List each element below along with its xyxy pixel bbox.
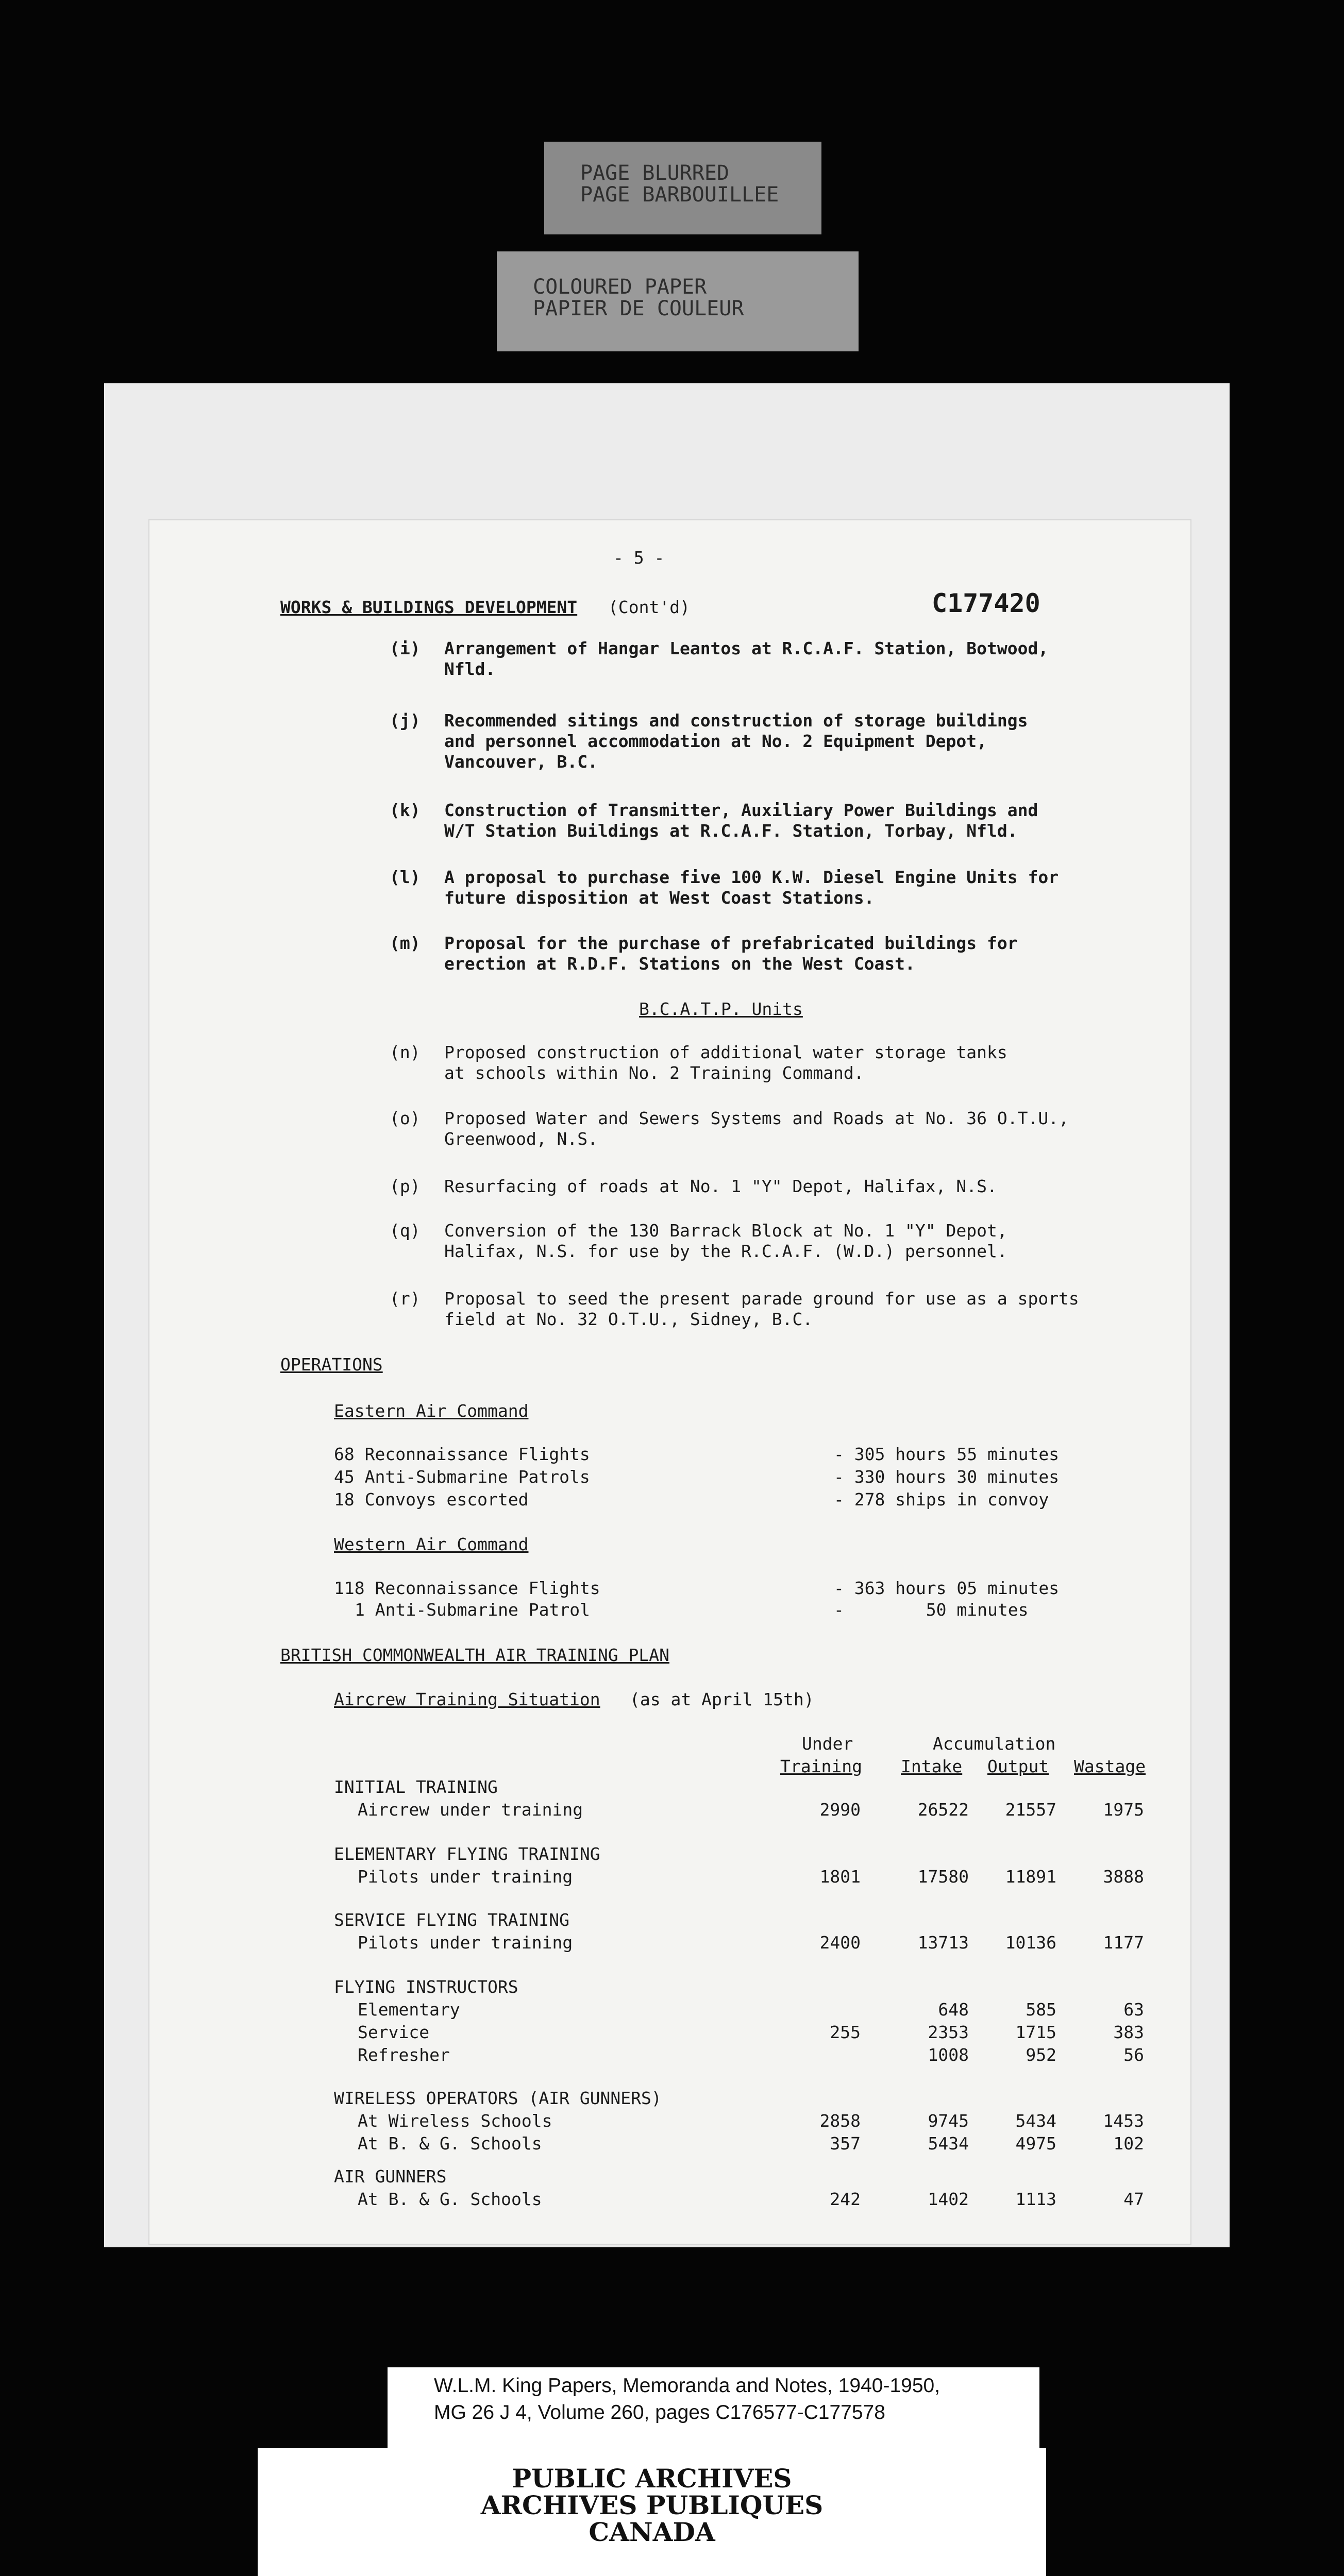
cell-output: 5434 <box>1015 2111 1056 2131</box>
item-label: (m) <box>390 933 421 953</box>
operation-value: - 330 hours 30 minutes <box>834 1467 1060 1487</box>
group-title: WIRELESS OPERATORS (AIR GUNNERS) <box>334 2088 662 2108</box>
row-label: Aircrew under training <box>358 1800 583 1820</box>
western-command-heading: Western Air Command <box>334 1534 529 1554</box>
group-title: INITIAL TRAINING <box>334 1777 498 1797</box>
cell-intake: 17580 <box>917 1867 969 1887</box>
item-text-line: erection at R.D.F. Stations on the West Coast. <box>444 954 915 974</box>
cell-wastage: 63 <box>1123 1999 1144 2020</box>
cell-wastage: 1453 <box>1103 2111 1144 2131</box>
item-text-line: Arrangement of Hangar Leantos at R.C.A.F. Station, Botwood, <box>444 638 1049 658</box>
cell-output: 11891 <box>1005 1867 1056 1887</box>
operation-value: - 50 minutes <box>834 1600 1029 1620</box>
operations-heading: OPERATIONS <box>280 1354 383 1375</box>
item-text-line: at schools within No. 2 Training Command. <box>444 1063 864 1083</box>
stamp-line: PAGE BARBOUILLEE <box>580 183 779 207</box>
page-blurred-stamp <box>544 142 821 234</box>
group-title: ELEMENTARY FLYING TRAINING <box>334 1844 600 1864</box>
row-label: Service <box>358 2022 430 2042</box>
cell-wastage: 56 <box>1123 2045 1144 2065</box>
col-wastage: Wastage <box>1074 1756 1146 1776</box>
item-label: (l) <box>390 867 421 887</box>
col-under: Training <box>780 1756 862 1776</box>
item-text-line: Proposal to seed the present parade ground for use as a sports <box>444 1289 1079 1309</box>
document-page <box>149 520 1190 2244</box>
cell-wastage: 1975 <box>1103 1800 1144 1820</box>
group-title: SERVICE FLYING TRAINING <box>334 1910 569 1930</box>
cell-under: 2990 <box>819 1800 861 1820</box>
band-notch-right <box>1039 2386 1046 2448</box>
item-text-line: W/T Station Buildings at R.C.A.F. Station, Torbay, Nfld. <box>444 821 1018 841</box>
item-text-line: Nfld. <box>444 659 496 679</box>
aircrew-subheading: Aircrew Training Situation <box>334 1689 600 1709</box>
item-text-line: A proposal to purchase five 100 K.W. Diesel Engine Units for <box>444 867 1059 887</box>
archive-line: CANADA <box>589 2517 715 2547</box>
cell-wastage: 102 <box>1113 2133 1144 2154</box>
archive-line: ARCHIVES PUBLIQUES <box>480 2490 824 2520</box>
section-suffix: (Cont'd) <box>608 597 690 617</box>
item-text-line: Recommended sitings and construction of storage buildings <box>444 710 1028 731</box>
band-notch-left <box>258 2386 388 2448</box>
cell-wastage: 3888 <box>1103 1867 1144 1887</box>
bcatp-heading: BRITISH COMMONWEALTH AIR TRAINING PLAN <box>280 1645 669 1665</box>
operation-item: 45 Anti-Submarine Patrols <box>334 1467 590 1487</box>
item-text-line: Conversion of the 130 Barrack Block at No. 1 "Y" Depot, <box>444 1221 1007 1241</box>
stamp-line: PAPIER DE COULEUR <box>533 297 744 320</box>
item-label: (q) <box>390 1221 421 1241</box>
cell-under: 242 <box>830 2189 861 2209</box>
col-accumulation: Accumulation <box>933 1734 1056 1754</box>
cell-output: 4975 <box>1015 2133 1056 2154</box>
row-label: At Wireless Schools <box>358 2111 552 2131</box>
operation-item: 118 Reconnaissance Flights <box>334 1578 600 1598</box>
cell-output: 1715 <box>1015 2022 1056 2042</box>
bcatp-units-heading: B.C.A.T.P. Units <box>639 999 803 1019</box>
cell-output: 10136 <box>1005 1933 1056 1953</box>
row-label: Pilots under training <box>358 1933 573 1953</box>
item-text-line: Proposed Water and Sewers Systems and Roads at No. 36 O.T.U., <box>444 1108 1069 1128</box>
item-text-line: field at No. 32 O.T.U., Sidney, B.C. <box>444 1309 813 1329</box>
item-label: (n) <box>390 1042 421 1062</box>
cell-output: 585 <box>1026 1999 1056 2020</box>
cell-wastage: 383 <box>1113 2022 1144 2042</box>
page-number: - 5 - <box>613 548 665 568</box>
cell-under: 2400 <box>819 1933 861 1953</box>
col-intake: Intake <box>901 1756 963 1776</box>
item-label: (j) <box>390 710 421 731</box>
archive-stamp <box>258 2465 1046 2546</box>
cell-under: 2858 <box>819 2111 861 2131</box>
operation-item: 68 Reconnaissance Flights <box>334 1444 590 1464</box>
cell-intake: 2353 <box>928 2022 969 2042</box>
cell-intake: 26522 <box>917 1800 969 1820</box>
stamp-line: COLOURED PAPER <box>533 275 707 299</box>
item-label: (p) <box>390 1176 421 1196</box>
citation-line: MG 26 J 4, Volume 260, pages C176577-C177578 <box>434 2401 885 2424</box>
item-text-line: Resurfacing of roads at No. 1 "Y" Depot, Halifax, N.S. <box>444 1176 997 1196</box>
cell-wastage: 1177 <box>1103 1933 1144 1953</box>
cell-intake: 648 <box>938 1999 969 2020</box>
item-label: (k) <box>390 800 421 820</box>
operation-item: 18 Convoys escorted <box>334 1489 529 1510</box>
cell-intake: 1008 <box>928 2045 969 2065</box>
cell-intake: 13713 <box>917 1933 969 1953</box>
item-text-line: Halifax, N.S. for use by the R.C.A.F. (W.D.) personnel. <box>444 1241 1007 1261</box>
row-label: Pilots under training <box>358 1867 573 1887</box>
row-label: Elementary <box>358 1999 460 2020</box>
eastern-command-heading: Eastern Air Command <box>334 1401 529 1421</box>
citation-line: W.L.M. King Papers, Memoranda and Notes, 1940-1950, <box>434 2375 940 2397</box>
item-text-line: Proposed construction of additional water storage tanks <box>444 1042 1007 1062</box>
cell-intake: 5434 <box>928 2133 969 2154</box>
row-label: At B. & G. Schools <box>358 2133 542 2154</box>
cell-output: 1113 <box>1015 2189 1056 2209</box>
col-output: Output <box>987 1756 1049 1776</box>
item-label: (i) <box>390 638 421 658</box>
item-label: (r) <box>390 1289 421 1309</box>
operation-value: - 363 hours 05 minutes <box>834 1578 1060 1598</box>
operation-value: - 278 ships in convoy <box>834 1489 1049 1510</box>
item-text-line: Proposal for the purchase of prefabricated buildings for <box>444 933 1018 953</box>
stamp-line: PAGE BLURRED <box>580 161 729 185</box>
item-text-line: Greenwood, N.S. <box>444 1129 598 1149</box>
aircrew-subheading-note: (as at April 15th) <box>630 1689 814 1709</box>
cell-under: 255 <box>830 2022 861 2042</box>
operation-value: - 305 hours 55 minutes <box>834 1444 1060 1464</box>
group-title: AIR GUNNERS <box>334 2166 447 2187</box>
cell-under: 1801 <box>819 1867 861 1887</box>
item-text-line: future disposition at West Coast Stations. <box>444 888 875 908</box>
cell-intake: 1402 <box>928 2189 969 2209</box>
col-under-top: Under <box>802 1734 853 1754</box>
cell-output: 952 <box>1026 2045 1056 2065</box>
item-label: (o) <box>390 1108 421 1128</box>
group-title: FLYING INSTRUCTORS <box>334 1977 518 1997</box>
document-number: C177420 <box>932 588 1040 618</box>
archive-line: PUBLIC ARCHIVES <box>512 2463 792 2494</box>
item-text-line: Construction of Transmitter, Auxiliary Power Buildings and <box>444 800 1038 820</box>
item-text-line: and personnel accommodation at No. 2 Equipment Depot, <box>444 731 987 751</box>
item-text-line: Vancouver, B.C. <box>444 752 598 772</box>
cell-wastage: 47 <box>1123 2189 1144 2209</box>
operation-item: 1 Anti-Submarine Patrol <box>355 1600 590 1620</box>
row-label: Refresher <box>358 2045 450 2065</box>
section-title: WORKS & BUILDINGS DEVELOPMENT <box>280 597 578 617</box>
cell-output: 21557 <box>1005 1800 1056 1820</box>
row-label: At B. & G. Schools <box>358 2189 542 2209</box>
coloured-paper-stamp <box>497 251 859 351</box>
cell-intake: 9745 <box>928 2111 969 2131</box>
cell-under: 357 <box>830 2133 861 2154</box>
citation-label <box>388 2367 1039 2463</box>
